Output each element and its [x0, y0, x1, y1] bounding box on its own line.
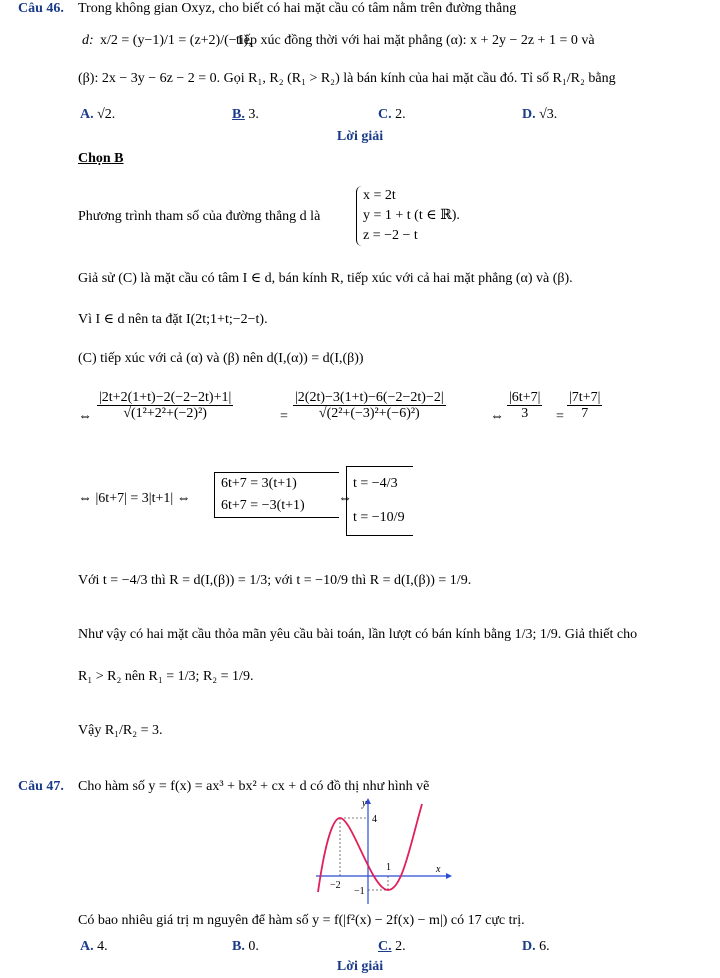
q46-frac-beta: $\frac{|2(2t)-3(1+t)-6(-2-2t)-2|}{\text{√(2²+(−3)²+(−6)²)}}$ — [295, 390, 444, 421]
q46-abs-equation: ⇔ |6t+7| = 3|t+1| ⇔ 6t+7 = 3(t+1) 6t+7 = −3(t+1) ⇔ t = −4/3 t = −10/9 — [0, 466, 720, 538]
graph-x-label: x — [436, 864, 441, 875]
q46-frac-simplified-1: $\frac{|6t+7|}{3}$ — [509, 390, 541, 421]
q46-option-d[interactable]: D. √3. — [522, 107, 558, 122]
graph-tick-minus-1: −1 — [354, 886, 365, 897]
q46-sol1-text: Phương trình tham số của đường thẳng d là — [78, 209, 321, 224]
cubic-curve — [318, 804, 422, 892]
q47-solution-heading: Lời giải — [336, 959, 384, 974]
q47-option-a[interactable]: A. 4. — [80, 939, 108, 954]
q46-solution-heading: Lời giải — [336, 129, 384, 144]
q47-line2-text: Có bao nhiêu giá trị m nguyên để hàm số y = f(|f²(x) − 2f(x) − m|) có 17 cực trị. — [78, 913, 525, 928]
q46-option-c[interactable]: C. 2. — [378, 107, 406, 122]
q46-choice: Chọn B — [78, 151, 124, 166]
q46-option-b[interactable]: B. 3. — [232, 107, 259, 122]
q46-line-d-equation: x/2 = (y−1)/1 = (z+2)/(−1), — [100, 33, 252, 48]
q47-option-b[interactable]: B. 0. — [232, 939, 259, 954]
graph-tick-minus-2: −2 — [330, 880, 341, 891]
q46-equiv-1: ⇔ — [78, 409, 92, 424]
q46-line1-text: Trong không gian Oxyz, cho biết có hai mặt cầu có tâm nằm trên đường thẳng — [78, 1, 517, 16]
q46-eq2-prefix: ⇔ |6t+7| = 3|t+1| ⇔ — [78, 491, 191, 506]
q46-frac-alpha: $\frac{|2t+2(1+t)-2(-2-2t)+1|}{\text{√(1²+2²+(−2)²)}}$ — [99, 390, 232, 421]
document-page: Câu 46. Trong không gian Oxyz, cho biết có hai mặt cầu có tâm nằm trên đường thẳng d: x/2 = (y−1)/1 = (z+2)/(−1), tiếp xúc đồng thời với hai mặt phẳng (α): x + 2y − 2z + 1 = 0 và (β): 2x − 3y − 6z − 2 = 0. Gọi R₁, R₂ (R₁ > R₂) là bán kính của hai mặt cầu đó. Tỉ số R₁/R₂ bằng A. √2. B. 3. C. 2. D. √3. Lời giải Chọn B Phương trình tham số của đường thẳng d là x = 2t y = 1 + t (t ∈ ℝ). z = −2 − t Giả sử (C) là mặt cầu có tâm I ∈ d, bán kính R, tiếp xúc với cả hai mặt phẳng (α) và (β). Vì I ∈ d nên ta đặt I(2t;1+t;−2−t). (C) tiếp xúc với cả (α) và (β) nên d(I,(α)) = d(I,(β)) ⇔ $\frac{|2t+2(1+t)-2(-2-2t)+1|}{\text{√(1²+2²+(−2)²)}}$ = $\frac{|2(2t)-3(1+t)-6(-2-2t)-2|}{\text{√(2²+(−3)²+(−6)²)}}$ ⇔ $\frac{|6t+7|}{3}$ = $\frac{|7t+7|}{7}$ ⇔ |6t+7| = 3|t+1| ⇔ 6t+7 = 3(t+1) 6t+7 = −3(t+1) ⇔ t = −4/3 t = −10/9 Với t = −4/3 thì R = d(I,(β)) = 1/3; với t = −10/9 thì R = d(I,(β)) = 1/9. Như vậy có hai mặt cầu thỏa mãn yêu cầu bài toán, lần lượt có bán kính bằng 1/3; 1/9. Giả thiết cho R₁ > R₂ nên R₁ = 1/3; R₂ = 1/9. Vậy R₁/R₂ = 3. Câu 47. Cho hàm số y = f(x) = ax³ + bx² + cx + d có đồ thị như hình vẽ y x 4 1 −2 −1 Có bao nhiêu giá trị m nguyên để hàm số y = f(|f²(x) − 2f(x) − m|) có 17 cực trị. A. 4. B. 0. C. 2. D. 6. Lời giải — [0, 0, 720, 978]
q46-line2-text: tiếp xúc đồng thời với hai mặt phẳng (α): x + 2y − 2z + 1 = 0 và — [236, 33, 595, 48]
q46-distance-equation: ⇔ $\frac{|2t+2(1+t)-2(-2-2t)+1|}{\text{√(1²+2²+(−2)²)}}$ = $\frac{|2(2t)-3(1+t)-6(-2-2t)-2|}{\text{√(2²+(−3)²+(−6)²)}}$ ⇔ $\frac{|6t+7|}{3}$ = $\frac{|7t+7|}{7}$ — [78, 390, 601, 424]
q47-option-c[interactable]: C. 2. — [378, 939, 406, 954]
q47-line1-text: Cho hàm số y = f(x) = ax³ + bx² + cx + d có đồ thị như hình vẽ — [78, 779, 430, 794]
q46-param-system: x = 2t y = 1 + t (t ∈ ℝ). z = −2 − t — [356, 186, 460, 246]
x-axis-arrow-icon — [446, 873, 452, 879]
q46-number: Câu 46. — [18, 1, 64, 16]
graph-y-label: y — [362, 798, 367, 809]
q46-param-equation — [0, 186, 720, 250]
graph-tick-4: 4 — [372, 814, 377, 825]
graph-tick-1: 1 — [386, 862, 391, 873]
q47-number: Câu 47. — [18, 779, 64, 794]
q46-eq2-cases: 6t+7 = 3(t+1) 6t+7 = −3(t+1) — [214, 472, 339, 518]
q46-frac-simplified-2: $\frac{|7t+7|}{7}$ — [569, 390, 601, 421]
q46-line-d-label: d: — [82, 33, 94, 48]
q47-cubic-graph — [312, 796, 452, 906]
q47-option-d[interactable]: D. 6. — [522, 939, 550, 954]
q46-line3-text: (β): 2x − 3y − 6z − 2 = 0. Gọi R₁, R₂ (R₁ > R₂) là bán kính của hai mặt cầu đó. Tỉ số R₁/R₂ bằng — [78, 71, 616, 86]
q46-option-a[interactable]: A. √2. — [80, 107, 116, 122]
q46-eq2-roots: t = −4/3 t = −10/9 — [346, 466, 413, 536]
